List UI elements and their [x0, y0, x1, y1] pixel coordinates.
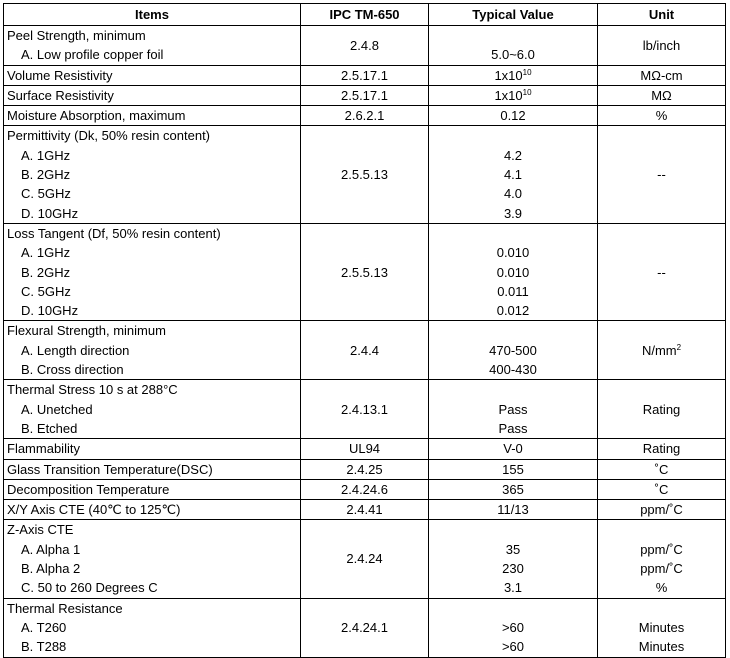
table-row	[4, 598, 726, 657]
item-cell	[4, 439, 301, 459]
item-cell	[4, 380, 301, 439]
typical-value-superscript: 10	[522, 87, 532, 97]
typical-value	[429, 282, 597, 301]
typical-value-text: >60	[501, 619, 525, 635]
unit-value-text: Rating	[642, 441, 681, 457]
typical-value-cell	[429, 479, 598, 499]
unit-cell	[598, 479, 726, 499]
sub-item-label	[4, 165, 300, 184]
ipc-method-cell	[301, 321, 429, 380]
unit-cell	[598, 223, 726, 320]
typical-value-superscript: 10	[522, 67, 532, 77]
ipc-method-cell	[301, 500, 429, 520]
item-cell	[4, 520, 301, 598]
unit-value	[598, 165, 725, 184]
value-spacer	[429, 126, 597, 145]
typical-value-text: 155	[502, 461, 524, 477]
typical-value-text: 365	[502, 481, 524, 497]
table-row	[4, 439, 726, 459]
ipc-method-cell	[301, 223, 429, 320]
table-row	[4, 500, 726, 520]
typical-value-text: 0.011	[497, 283, 529, 299]
ipc-method-value	[301, 86, 428, 105]
typical-value-text: 0.010	[496, 264, 530, 280]
sub-item-label-text: D. 10GHz	[21, 303, 79, 319]
ipc-method-value-text: 2.4.24.6	[341, 481, 388, 497]
item-cell	[4, 321, 301, 380]
sub-item-label	[4, 400, 300, 419]
item-label	[4, 500, 300, 519]
typical-value-cell	[429, 106, 598, 126]
typical-value	[429, 106, 597, 125]
sub-item-label	[4, 243, 300, 262]
unit-value	[598, 480, 725, 499]
typical-value-text: 400-430	[489, 362, 537, 378]
typical-value	[429, 618, 597, 637]
typical-value-text: 1x10	[494, 67, 523, 83]
typical-value	[429, 460, 597, 479]
typical-value-cell	[429, 26, 598, 66]
item-cell	[4, 500, 301, 520]
table-body	[4, 26, 726, 658]
item-label-text: Peel Strength, minimum	[7, 28, 146, 43]
typical-value	[429, 400, 597, 419]
item-label	[4, 460, 300, 479]
item-label	[4, 380, 300, 399]
typical-value	[429, 165, 597, 184]
typical-value	[429, 204, 597, 223]
ipc-method-value	[301, 106, 428, 125]
unit-value-text: N/mm	[641, 342, 677, 358]
typical-value	[429, 243, 597, 262]
unit-cell	[598, 65, 726, 85]
item-label-text: Thermal Stress 10 s at 288°C	[7, 382, 178, 398]
table-row	[4, 65, 726, 85]
unit-cell	[598, 500, 726, 520]
value-spacer	[429, 520, 597, 539]
sub-item-label-text: B. Cross direction	[21, 362, 124, 378]
table-row	[4, 26, 726, 66]
item-cell	[4, 223, 301, 320]
sub-item-label-text: B. Alpha 2	[21, 561, 81, 577]
typical-value	[429, 301, 597, 320]
typical-value-cell	[429, 598, 598, 657]
typical-value-cell	[429, 380, 598, 439]
sub-item-label-text: A. Alpha 1	[21, 541, 81, 557]
value-spacer	[429, 224, 597, 243]
typical-value-text: >60	[501, 639, 525, 655]
unit-value	[598, 500, 725, 519]
unit-cell	[598, 106, 726, 126]
unit-value	[598, 86, 725, 105]
typical-value-text: Pass	[498, 401, 528, 417]
item-label-text: Flexural Strength, minimum	[7, 323, 166, 339]
unit-value	[598, 36, 725, 55]
typical-value	[429, 146, 597, 165]
unit-value	[598, 263, 725, 282]
ipc-method-value	[301, 263, 428, 282]
properties-table	[3, 3, 726, 658]
typical-value	[429, 86, 597, 105]
unit-value	[598, 618, 725, 637]
item-label-text: Volume Resistivity	[7, 67, 113, 83]
value-spacer	[429, 321, 597, 340]
typical-value-cell	[429, 85, 598, 105]
ipc-method-cell	[301, 380, 429, 439]
sub-item-label	[4, 263, 300, 282]
unit-value	[598, 578, 725, 597]
sub-item-label	[4, 301, 300, 320]
typical-value-text: 5.0~6.0	[491, 47, 535, 63]
ipc-method-cell	[301, 520, 429, 598]
table-row	[4, 520, 726, 598]
ipc-method-value-text: 2.5.17.1	[341, 87, 388, 103]
unit-cell	[598, 126, 726, 223]
header-ipc-method: IPC TM-650	[301, 4, 429, 26]
unit-value-text: ˚C	[654, 481, 669, 497]
sub-item-label-text: A. Length direction	[21, 342, 130, 358]
typical-value-text: 0.12	[500, 108, 526, 124]
typical-value-cell	[429, 321, 598, 380]
unit-value-text: Minutes	[638, 619, 685, 635]
item-label-text: Z-Axis CTE	[7, 522, 74, 538]
ipc-method-value-text: 2.4.24.1	[341, 619, 388, 635]
ipc-method-cell	[301, 479, 429, 499]
ipc-method-value	[301, 165, 428, 184]
typical-value-cell	[429, 439, 598, 459]
sub-item-label	[4, 204, 300, 223]
unit-spacer	[598, 520, 725, 539]
unit-cell	[598, 439, 726, 459]
item-cell	[4, 598, 301, 657]
unit-value-superscript: 2	[676, 342, 682, 352]
ipc-method-value-text: 2.4.8	[350, 37, 379, 53]
unit-value	[598, 66, 725, 85]
typical-value-text: V-0	[503, 441, 523, 457]
ipc-method-cell	[301, 65, 429, 85]
typical-value	[429, 419, 597, 438]
ipc-method-value-text: 2.5.17.1	[341, 67, 388, 83]
unit-value-text: %	[655, 580, 668, 596]
ipc-method-value	[301, 439, 428, 458]
item-label	[4, 26, 300, 45]
unit-value	[598, 106, 725, 125]
typical-value-cell	[429, 459, 598, 479]
table-row	[4, 380, 726, 439]
unit-value-text: lb/inch	[642, 37, 681, 53]
typical-value	[429, 559, 597, 578]
unit-value	[598, 439, 725, 458]
sub-item-label	[4, 540, 300, 559]
sub-item-label-text: B. T288	[21, 639, 67, 655]
ipc-method-value	[301, 341, 428, 360]
typical-value-cell	[429, 126, 598, 223]
item-label	[4, 480, 300, 499]
sub-item-label-text: B. Etched	[21, 420, 78, 436]
typical-value-text: 470-500	[489, 342, 537, 358]
item-label	[4, 599, 300, 618]
item-label	[4, 321, 300, 340]
ipc-method-cell	[301, 106, 429, 126]
unit-value-text: Rating	[642, 401, 681, 417]
typical-value-cell	[429, 65, 598, 85]
unit-value-text: Minutes	[638, 639, 685, 655]
typical-value	[429, 341, 597, 360]
item-label	[4, 520, 300, 539]
typical-value	[429, 578, 597, 597]
typical-value-text: 4.1	[503, 167, 523, 183]
item-label-text: Decomposition Temperature	[7, 481, 170, 497]
item-label-text: Moisture Absorption, maximum	[7, 108, 186, 124]
ipc-method-value-text: 2.4.25	[346, 461, 383, 477]
sub-item-label-text: C. 5GHz	[21, 186, 71, 202]
ipc-method-value	[301, 549, 428, 568]
item-label-text: Flammability	[7, 441, 80, 457]
table-row	[4, 126, 726, 223]
item-label-text: Thermal Resistance	[7, 600, 123, 616]
header-row	[4, 4, 726, 26]
typical-value	[429, 439, 597, 458]
item-label-text: Permittivity (Dk, 50% resin content)	[7, 128, 211, 144]
typical-value-text: 230	[502, 561, 524, 577]
value-spacer	[429, 26, 597, 45]
item-label-text: Loss Tangent (Df, 50% resin content)	[7, 225, 221, 241]
sub-item-label-text: A. Low profile copper foil	[21, 47, 164, 63]
table-row	[4, 106, 726, 126]
unit-value	[598, 460, 725, 479]
ipc-method-value-text: 2.4.13.1	[341, 401, 388, 417]
ipc-method-cell	[301, 85, 429, 105]
typical-value	[429, 360, 597, 379]
typical-value	[429, 500, 597, 519]
ipc-method-value-text: 2.4.4	[350, 342, 379, 358]
sub-item-label-text: B. 2GHz	[21, 264, 71, 280]
typical-value-text: 4.0	[503, 186, 523, 202]
item-label-text: X/Y Axis CTE (40℃ to 125℃)	[7, 502, 181, 518]
ipc-method-value-text: 2.4.24	[346, 551, 383, 567]
sub-item-label	[4, 578, 300, 597]
item-label	[4, 224, 300, 243]
unit-value-text: ˚C	[654, 461, 669, 477]
sub-item-label-text: A. Unetched	[21, 401, 93, 417]
item-label	[4, 106, 300, 125]
unit-cell	[598, 459, 726, 479]
typical-value-text: Pass	[498, 420, 528, 436]
unit-cell	[598, 598, 726, 657]
table-row	[4, 223, 726, 320]
item-cell	[4, 459, 301, 479]
unit-value	[598, 540, 725, 559]
unit-value-text: --	[657, 167, 666, 183]
typical-value	[429, 480, 597, 499]
typical-value-cell	[429, 223, 598, 320]
unit-value	[598, 559, 725, 578]
sub-item-label	[4, 45, 300, 64]
table-row	[4, 459, 726, 479]
unit-value-text: %	[655, 108, 668, 124]
item-cell	[4, 126, 301, 223]
typical-value-text: 1x10	[494, 87, 523, 103]
ipc-method-cell	[301, 459, 429, 479]
item-cell	[4, 26, 301, 66]
typical-value-cell	[429, 520, 598, 598]
ipc-method-value-text: 2.5.5.13	[341, 167, 388, 183]
sub-item-label-text: D. 10GHz	[21, 205, 79, 221]
item-label-text: Surface Resistivity	[7, 87, 114, 103]
item-label	[4, 439, 300, 458]
value-spacer	[429, 380, 597, 399]
table-row	[4, 321, 726, 380]
sub-item-label	[4, 184, 300, 203]
item-label	[4, 126, 300, 145]
item-cell	[4, 106, 301, 126]
sub-item-label	[4, 559, 300, 578]
table-row	[4, 85, 726, 105]
item-cell	[4, 479, 301, 499]
unit-cell	[598, 380, 726, 439]
sub-item-label	[4, 618, 300, 637]
ipc-method-cell	[301, 26, 429, 66]
unit-cell	[598, 26, 726, 66]
typical-value-cell	[429, 500, 598, 520]
item-label	[4, 66, 300, 85]
sub-item-label-text: B. 2GHz	[21, 167, 71, 183]
header-typical-value: Typical Value	[429, 4, 598, 26]
unit-cell	[598, 520, 726, 598]
ipc-method-value	[301, 618, 428, 637]
table-row	[4, 479, 726, 499]
typical-value-text: 4.2	[503, 147, 523, 163]
unit-value-text: ppm/˚C	[640, 561, 683, 577]
typical-value	[429, 540, 597, 559]
unit-cell	[598, 85, 726, 105]
ipc-method-value	[301, 36, 428, 55]
unit-value	[598, 637, 725, 656]
item-label	[4, 86, 300, 105]
item-cell	[4, 65, 301, 85]
typical-value	[429, 66, 597, 85]
item-cell	[4, 85, 301, 105]
ipc-method-value	[301, 400, 428, 419]
typical-value-text: 3.9	[503, 205, 523, 221]
ipc-method-value-text: 2.4.41	[346, 502, 383, 518]
unit-value	[598, 400, 725, 419]
sub-item-label-text: C. 5GHz	[21, 283, 71, 299]
typical-value-text: 3.1	[503, 580, 523, 596]
sub-item-label	[4, 637, 300, 656]
unit-value-text: MΩ	[651, 87, 672, 103]
typical-value	[429, 263, 597, 282]
unit-value-text: --	[657, 264, 666, 280]
ipc-method-value-text: UL94	[348, 441, 381, 457]
sub-item-label-text: A. 1GHz	[21, 245, 71, 261]
unit-value-text: MΩ-cm	[640, 67, 683, 83]
ipc-method-value	[301, 500, 428, 519]
sub-item-label	[4, 360, 300, 379]
ipc-method-value	[301, 460, 428, 479]
value-spacer	[429, 599, 597, 618]
unit-value-text: ppm/˚C	[640, 541, 683, 557]
typical-value-text: 0.010	[496, 245, 530, 261]
header-unit: Unit	[598, 4, 726, 26]
unit-spacer	[598, 599, 725, 618]
sub-item-label	[4, 341, 300, 360]
ipc-method-value-text: 2.5.5.13	[341, 264, 388, 280]
sub-item-label-text: A. T260	[21, 619, 67, 635]
sub-item-label	[4, 146, 300, 165]
unit-value	[598, 341, 725, 360]
ipc-method-value-text: 2.6.2.1	[344, 108, 385, 124]
ipc-method-cell	[301, 126, 429, 223]
unit-cell	[598, 321, 726, 380]
unit-value-text: ppm/˚C	[640, 502, 683, 518]
sub-item-label	[4, 419, 300, 438]
ipc-method-cell	[301, 598, 429, 657]
typical-value	[429, 637, 597, 656]
sub-item-label-text: C. 50 to 260 Degrees C	[21, 580, 158, 596]
typical-value	[429, 45, 597, 64]
ipc-method-value	[301, 66, 428, 85]
header-items: Items	[4, 4, 301, 26]
item-label-text: Glass Transition Temperature(DSC)	[7, 461, 213, 477]
typical-value-text: 35	[505, 541, 521, 557]
typical-value-text: 11/13	[497, 502, 529, 518]
sub-item-label	[4, 282, 300, 301]
typical-value-text: 0.012	[496, 303, 530, 319]
sub-item-label-text: A. 1GHz	[21, 147, 71, 163]
typical-value	[429, 184, 597, 203]
ipc-method-value	[301, 480, 428, 499]
ipc-method-cell	[301, 439, 429, 459]
